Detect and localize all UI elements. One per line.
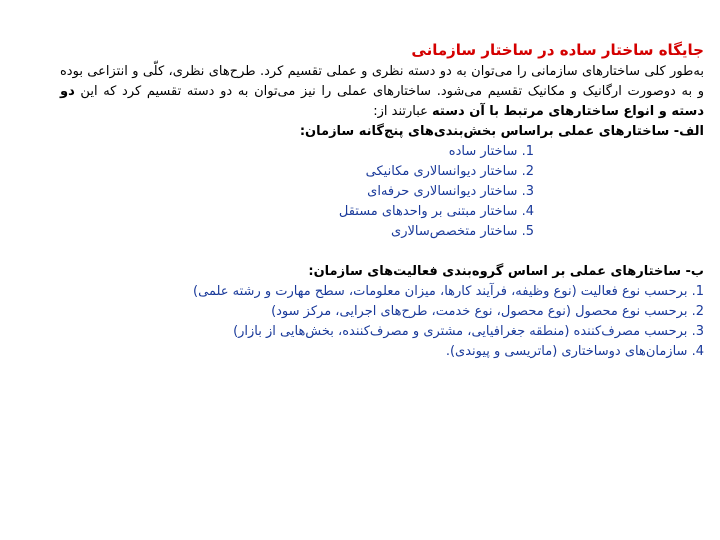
section-b-heading: ب- ساختارهای عملی بر اساس گروه‌بندی فعالیت‌های سازمان: — [308, 264, 704, 279]
list-item-text: ساختار ساده — [448, 144, 518, 159]
section-a-heading: الف- ساختارهای عملی براساس بخش‌بندی‌های پنج‌گانه سازمان: — [299, 124, 704, 139]
list-item-number: 2. — [521, 164, 534, 179]
list-item-text: برحسب مصرف‌کننده (منطقه جغرافیایی، مشتری و مصرف‌کننده، بخش‌هایی از بازار) — [233, 324, 688, 339]
list-item-text: ساختار دیوانسالاری مکانیکی — [365, 164, 518, 179]
list-item-text: ساختار مبتنی بر واحدهای مستقل — [338, 204, 518, 219]
list-item — [198, 202, 534, 222]
list-item-text: ساختار دیوانسالاری حرفه‌ای — [367, 184, 518, 199]
list-item-number: 4. — [691, 344, 704, 359]
list-item-text: ساختار متخصص‌سالاری — [391, 224, 518, 239]
list-item — [198, 182, 534, 202]
list-item-number: 1. — [521, 144, 534, 159]
intro-text-part1: به‌طور کلی ساختارهای سازمانی را می‌توان به دو دسته نظری و عملی تقسیم کرد. طرح‌های نظری، کلّی و انتزاعی بوده و به دوصورت ارگانیک و مکانیک تقسیم می‌شود. ساختارهای عملی را نیز می‌توان به دو دسته تقسیم کرد که این — [60, 64, 704, 99]
list-item-text: برحسب نوع فعالیت (نوع وظیفه، فرآیند کارها، میزان معلومات، سطح مهارت و رشته علمی) — [193, 284, 688, 299]
list-item — [64, 342, 704, 362]
list-item — [64, 282, 704, 302]
list-item-number: 2. — [691, 304, 704, 319]
list-item-number: 1. — [691, 284, 704, 299]
intro-paragraph — [60, 62, 704, 122]
list-item — [198, 162, 534, 182]
intro-text-part2: عبارتند از: — [373, 104, 433, 119]
list-item-number: 4. — [521, 204, 534, 219]
section-a-list — [198, 142, 534, 242]
list-item-number: 5. — [521, 224, 534, 239]
list-item-number: 3. — [521, 184, 534, 199]
slide-title: جایگاه ساختار ساده در ساختار سازمانی — [411, 41, 704, 59]
intro-text-bold: دو دسته و انواع ساختارهای مرتبط با آن دسته — [60, 84, 704, 119]
list-item — [64, 322, 704, 342]
list-item — [64, 302, 704, 322]
list-item-text: برحسب نوع محصول (نوع محصول، نوع خدمت، طرح‌های اجرایی، مرکز سود) — [271, 304, 688, 319]
list-item — [198, 222, 534, 242]
section-spacer — [60, 242, 704, 262]
list-item-text: سازمان‌های دوساختاری (ماتریسی و پیوندی). — [445, 344, 688, 359]
list-item-number: 3. — [691, 324, 704, 339]
list-item — [198, 142, 534, 162]
section-b-list — [64, 282, 704, 362]
